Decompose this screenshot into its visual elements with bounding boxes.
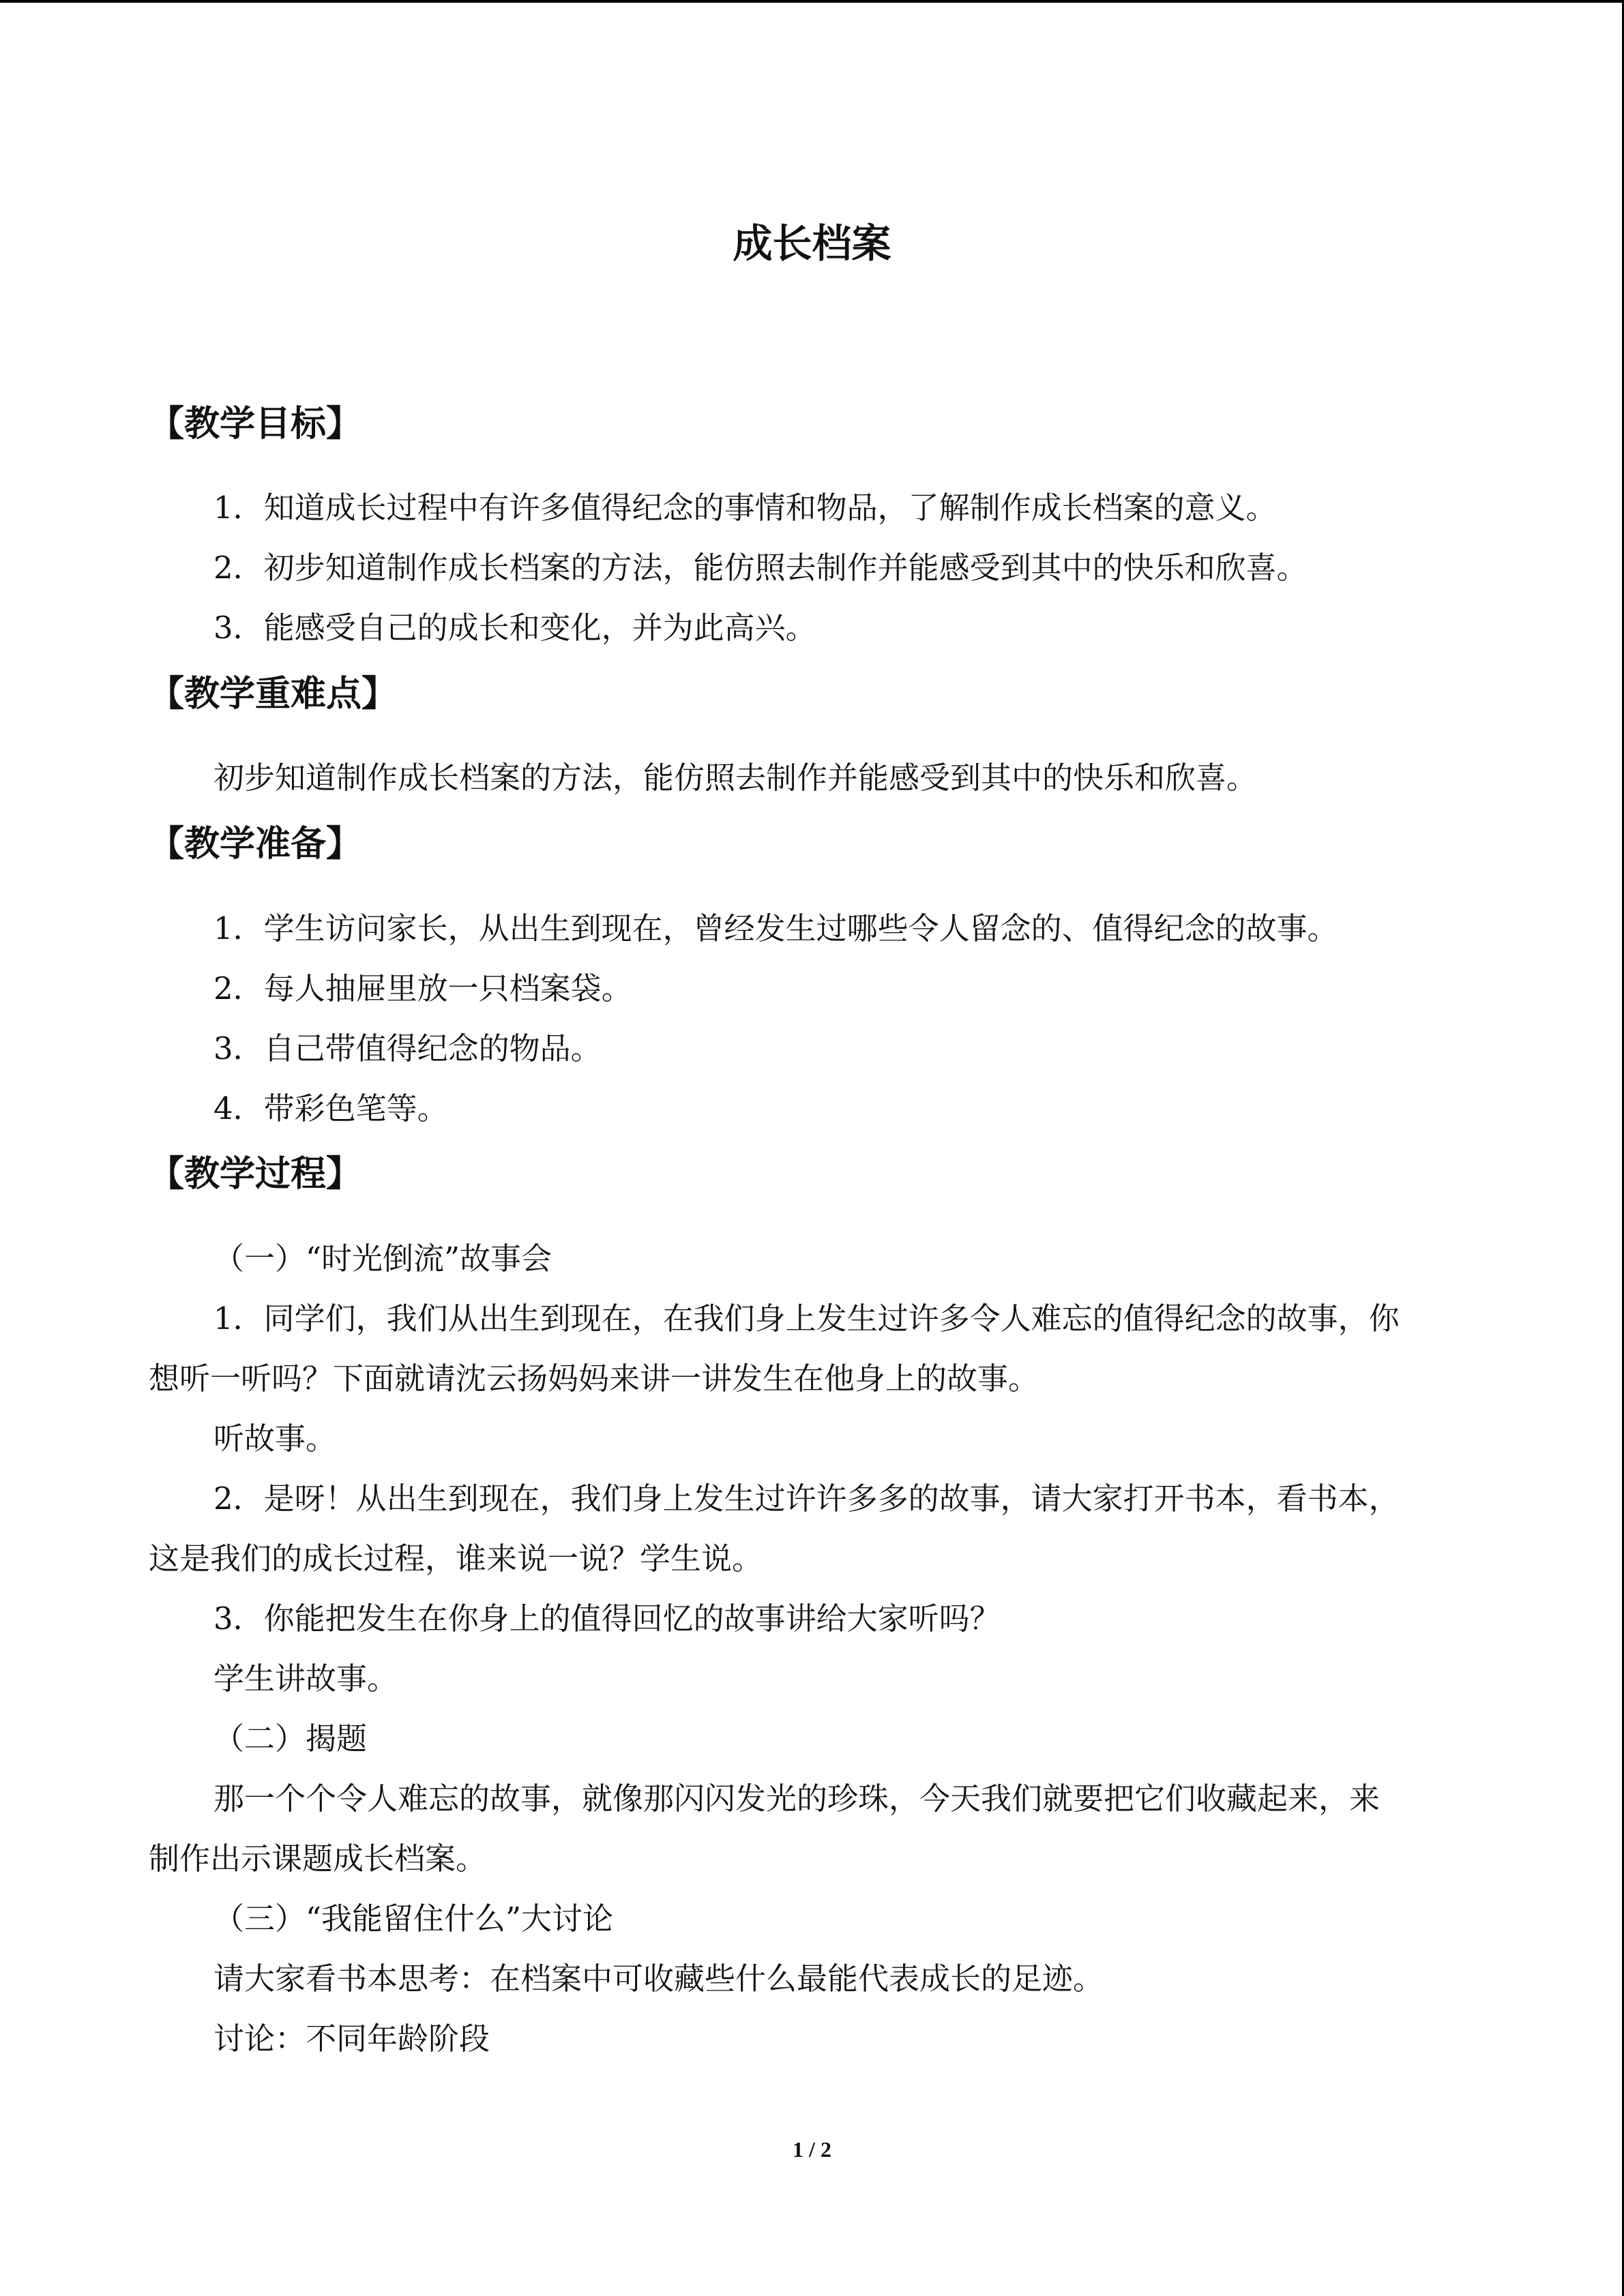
goal-item-1: 1．知道成长过程中有许多值得纪念的事情和物品，了解制作成长档案的意义。 [213,490,1277,526]
process-paragraph-line: 那一个个令人难忘的故事，就像那闪闪发光的珍珠，今天我们就要把它们收藏起来，来 [213,1780,1381,1817]
process-paragraph-line: 想听一听吗？下面就请沈云扬妈妈来讲一讲发生在他身上的故事。 [149,1360,1039,1397]
prep-item-3: 3．自己带值得纪念的物品。 [213,1030,602,1067]
page-number: 1 / 2 [793,2137,831,2162]
process-paragraph-line: 讨论：不同年龄阶段 [213,2021,490,2057]
process-paragraph-line: 听故事。 [213,1420,337,1457]
process-paragraph-line: 1．同学们，我们从出生到现在，在我们身上发生过许多令人难忘的值得纪念的故事，你 [213,1300,1400,1337]
goal-item-2: 2．初步知道制作成长档案的方法，能仿照去制作并能感受到其中的快乐和欣喜。 [213,550,1308,586]
process-paragraph-line: 请大家看书本思考：在档案中可收藏些什么最能代表成长的足迹。 [213,1960,1104,1997]
prep-item-1: 1．学生访问家长，从出生到现在，曾经发生过哪些令人留念的、值得纪念的故事。 [213,910,1338,946]
process-subheading-3: （三）“我能留住什么”大讨论 [213,1900,614,1937]
top-border-line [0,0,1624,3]
process-paragraph-line: 3．你能把发生在你身上的值得回忆的故事讲给大家听吗？ [213,1600,1001,1637]
process-paragraph-line: 学生讲故事。 [213,1660,398,1697]
process-paragraph-line: 这是我们的成长过程，谁来说一说？学生说。 [149,1540,763,1577]
process-subheading-2: （二）揭题 [213,1720,368,1757]
heading-key-points: 【教学重难点】 [149,674,398,715]
goal-item-3: 3．能感受自己的成长和变化，并为此高兴。 [213,610,816,646]
heading-preparation: 【教学准备】 [149,824,362,865]
prep-item-4: 4．带彩色笔等。 [213,1090,448,1127]
heading-teaching-goals: 【教学目标】 [149,404,362,445]
prep-item-2: 2．每人抽屉里放一只档案袋。 [213,970,632,1007]
process-paragraph-line: 2．是呀！从出生到现在，我们身上发生过许许多多的故事，请大家打开书本，看书本， [213,1480,1400,1517]
key-points-text: 初步知道制作成长档案的方法，能仿照去制作并能感受到其中的快乐和欣喜。 [213,760,1258,796]
process-paragraph-line: 制作出示课题成长档案。 [149,1840,487,1877]
heading-teaching-process: 【教学过程】 [149,1154,362,1195]
process-subheading-1: （一）“时光倒流”故事会 [213,1240,552,1277]
page-title: 成长档案 [733,220,891,267]
